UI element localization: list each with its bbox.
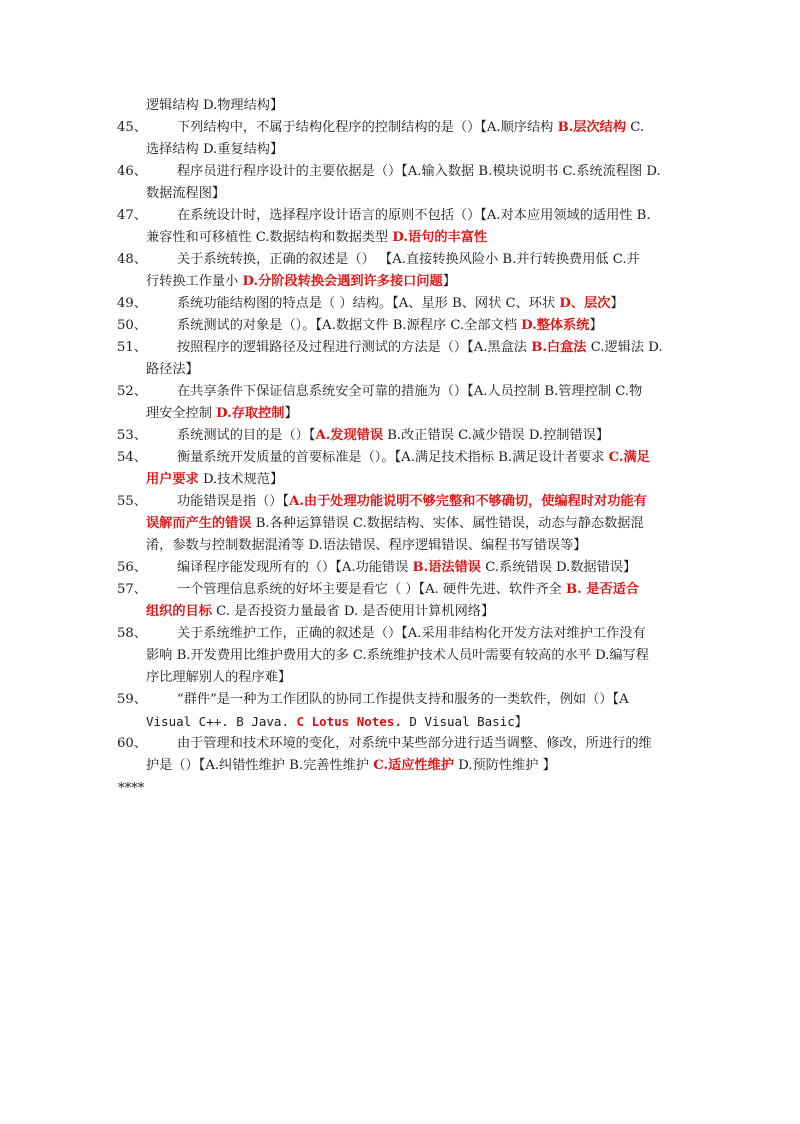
question-line: 兼容性和可移植性 C.数据结构和数据类型 D.语句的丰富性 — [146, 230, 488, 245]
question-line: 在系统设计时，选择程序设计语言的原则不包括（）【A.对本应用领域的适用性 B. — [177, 208, 651, 223]
question-number: 58、 — [117, 626, 147, 641]
answer-highlight: A.发现错误 — [315, 428, 384, 443]
answer-highlight: C.适应性维护 — [373, 758, 454, 773]
continued-line: 逻辑结构 D.物理结构】 — [146, 98, 284, 113]
question-number: 46、 — [117, 164, 147, 179]
question-line: 程序员进行程序设计的主要依据是（）【A.输入数据 B.模块说明书 C.系统流程图 D. — [177, 164, 661, 179]
question-line: 淆，参数与控制数据混淆等 D.语法错误、程序逻辑错误、编程书写错误等】 — [146, 538, 587, 553]
answer-highlight: B.白盒法 — [531, 340, 587, 355]
question-line: 衡量系统开发质量的首要标准是（）。【A.满足技术指标 B.满足设计者要求 C.满足 — [177, 450, 650, 465]
question-line: 组织的目标 C. 是否投资力量最省 D. 是否使用计算机网络】 — [146, 604, 495, 619]
question-55 — [119, 491, 684, 557]
answer-highlight: D、层次 — [559, 296, 611, 311]
question-line: “群件”是一种为工作团队的协同工作提供支持和服务的一类软件，例如（）【A — [177, 692, 629, 707]
question-line: 按照程序的逻辑路径及过程进行测试的方法是（）【A.黑盒法 B.白盒法 C.逻辑法 D. — [177, 340, 663, 355]
question-number: 56、 — [117, 560, 147, 575]
answer-highlight: A.由于处理功能说明不够完整和不够确切，使编程时对功能有 — [289, 494, 647, 509]
question-45 — [119, 117, 684, 161]
answer-highlight: D.语句的丰富性 — [392, 230, 488, 245]
answer-highlight: B.层次结构 — [557, 120, 627, 135]
question-line: 误解而产生的错误 B.各种运算错误 C.数据结构、实体、属性错误，动态与静态数据混 — [146, 516, 644, 531]
answer-highlight: 组织的目标 — [146, 604, 212, 619]
question-56 — [119, 557, 684, 579]
question-line: 系统测试的对象是（）。【A.数据文件 B.源程序 C.全部文档 D.整体系统】 — [177, 318, 603, 333]
question-59 — [119, 689, 684, 733]
answer-highlight: D.整体系统 — [521, 318, 590, 333]
question-number: 53、 — [117, 428, 147, 443]
question-line: 关于系统维护工作，正确的叙述是（）【A.采用非结构化开发方法对维护工作没有 — [177, 626, 646, 641]
question-number: 57、 — [117, 582, 147, 597]
end-marker: **** — [118, 781, 145, 796]
answer-highlight: B.语法错误 — [412, 560, 481, 575]
question-49 — [119, 293, 684, 315]
question-line: 用户要求 D.技术规范】 — [146, 472, 284, 487]
question-number: 50、 — [117, 318, 147, 333]
question-line: 编译程序能发现所有的（）【A.功能错误 B.语法错误 C.系统错误 D.数据错误】 — [177, 560, 637, 575]
answer-highlight: B. 是否适合 — [565, 582, 640, 597]
question-list — [119, 95, 684, 800]
question-line: 在共享条件下保证信息系统安全可靠的措施为（）【A.人员控制 B.管理控制 C.物 — [177, 384, 643, 399]
question-number: 54、 — [117, 450, 147, 465]
question-line: 一个管理信息系统的好坏主要是看它（ ）【A. 硬件先进、软件齐全 B. 是否适合 — [177, 582, 640, 597]
question-line: 由于管理和技术环境的变化，对系统中某些部分进行适当调整、修改，所进行的维 — [177, 736, 652, 751]
question-number: 45、 — [117, 120, 147, 135]
question-58 — [119, 623, 684, 689]
question-line: 理安全控制 D.存取控制】 — [146, 406, 298, 421]
answer-highlight: D.存取控制 — [216, 406, 285, 421]
question-50 — [119, 315, 684, 337]
question-60 — [119, 733, 684, 777]
question-line: 行转换工作量小 D.分阶段转换会遇到许多接口问题】 — [146, 274, 456, 289]
question-number: 51、 — [117, 340, 147, 355]
question-line: 关于系统转换，正确的叙述是（） 【A.直接转换风险小 B.并行转换费用低 C.并 — [177, 252, 640, 267]
answer-highlight: 误解而产生的错误 — [146, 516, 252, 531]
question-line: 影响 B.开发费用比维护费用大的多 C.系统维护技术人员叶需要有较高的水平 D.编写程 — [146, 648, 649, 663]
question-line: 路径法】 — [146, 362, 199, 377]
question-47 — [119, 205, 684, 249]
question-line: 选择结构 D.重复结构】 — [146, 142, 284, 157]
question-46 — [119, 161, 684, 205]
answer-highlight: C.满足 — [608, 450, 650, 465]
answer-highlight: 用户要求 — [146, 472, 199, 487]
question-number: 55、 — [117, 494, 147, 509]
answer-highlight: D.分阶段转换会遇到许多接口问题 — [242, 274, 443, 289]
question-line: 下列结构中，不属于结构化程序的控制结构的是（）【A.顺序结构 B.层次结构 C. — [177, 120, 645, 135]
question-line: 护是（）【A.纠错性维护 B.完善性维护 C.适应性维护 D.预防性维护 】 — [146, 758, 556, 773]
question-54 — [119, 447, 684, 491]
question-number: 60、 — [117, 736, 147, 751]
question-53 — [119, 425, 684, 447]
question-48 — [119, 249, 684, 293]
question-line: 系统功能结构图的特点是（ ）结构。【A、星形 B、网状 C、环状 D、层次】 — [177, 296, 624, 311]
question-line: Visual C++. B Java. C Lotus Notes. D Visual Basic】 — [146, 714, 528, 729]
question-number: 47、 — [117, 208, 147, 223]
question-number: 52、 — [117, 384, 147, 399]
question-52 — [119, 381, 684, 425]
question-number: 48、 — [117, 252, 147, 267]
question-line: 序比理解别人的程序难】 — [146, 670, 292, 685]
answer-highlight: C Lotus Notes. — [296, 714, 402, 729]
question-line: 功能错误是指（）【A.由于处理功能说明不够完整和不够确切，使编程时对功能有 — [177, 494, 647, 509]
question-number: 59、 — [117, 692, 147, 707]
question-line: 系统测试的目的是（）【A.发现错误 B.改正错误 C.减少错误 D.控制错误】 — [177, 428, 610, 443]
question-57 — [119, 579, 684, 623]
question-line: 数据流程图】 — [146, 186, 226, 201]
question-number: 49、 — [117, 296, 147, 311]
question-51 — [119, 337, 684, 381]
